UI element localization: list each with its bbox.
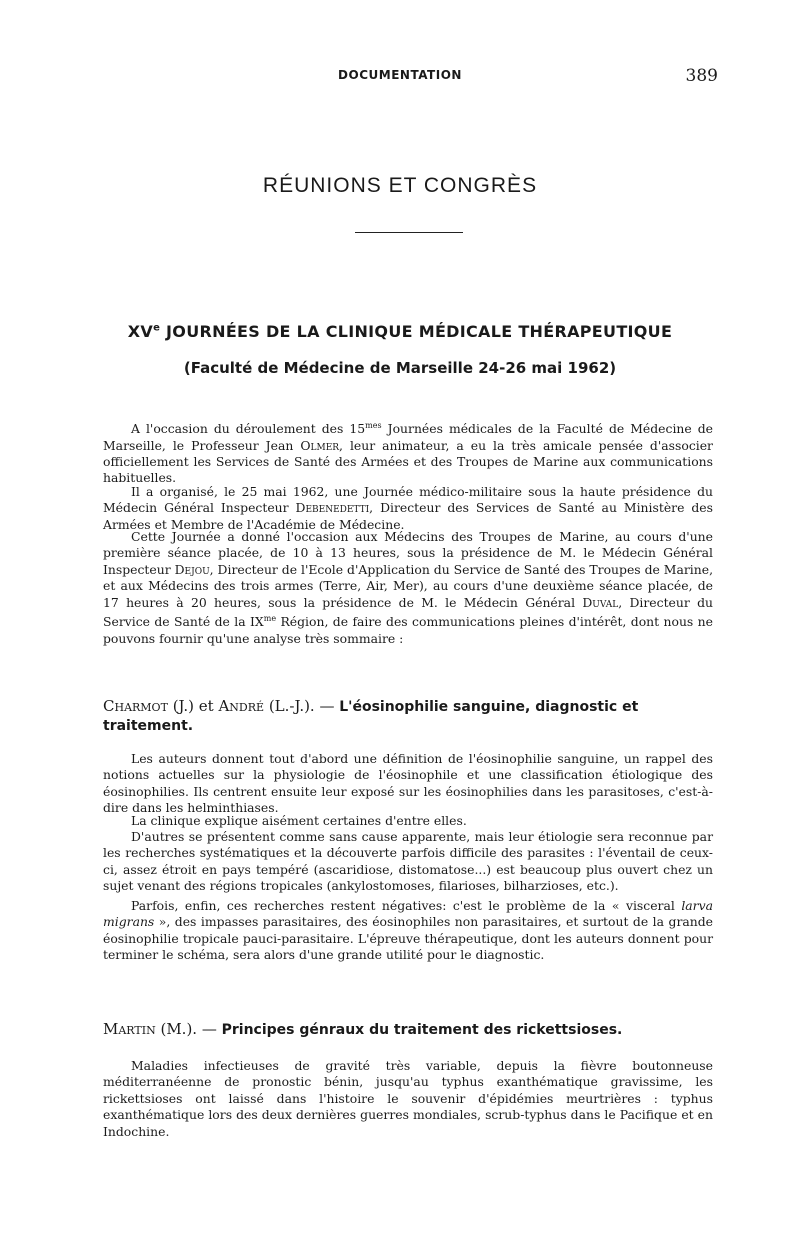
author-initials: (M.). — [155,1020,222,1038]
article-1-heading [103,697,715,736]
text-run: A l'occasion du déroulement des 15 [131,421,366,437]
text-sup: me [263,614,277,624]
intro-paragraph-3 [103,529,713,647]
text-run: , leur animateur, a eu la très amicale pensée d'associer officiellement les Services de Santé des Armées et des Troupes de Marine aux communications habituelles. [103,437,713,486]
text-run: », des impasses parasitaires, des éosinophiles non parasitaires, et surtout de la grande éosinophilie tropicale pauci-parasitaire. L'épreuve thérapeutique, dont les auteurs donnent pour terminer le schéma, sera alors d'une grande utilité pour le diagnostic. [103,914,713,963]
divider-rule [355,232,463,233]
intro-paragraph-1 [103,418,713,487]
article-title: Principes génraux du traitement des rickettsioses. [221,1022,623,1038]
running-title: DOCUMENTATION [338,68,462,82]
article-1-paragraph-1: Les auteurs donnent tout d'abord une définition de l'éosinophilie sanguine, un rappel des notions actuelles sur la physiologie de l'éosinophile et une classification étiologique des éosinophilies. Ils centrent ensuite leur exposé sur les éosinophilies dans les parasitoses, c'est-à-dire dans les helminthiases. [103,751,713,816]
running-head [0,66,800,88]
article-1-paragraph-3: D'autres se présentent comme sans cause apparente, mais leur étiologie sera reconnue par les recherches systématiques et la découverte parfois difficile des parasites : l'éventail de ceux-ci, assez étroit en pays tempéré (ascaridiose, distomatose...) est beaucoup plus ouvert chez un sujet venant des régions tropicales (ankylostomoses, filarioses, bilharzioses, etc.). [103,829,713,894]
text-run: , Directeur de l'Ecole d'Application du Service de Santé des Troupes de Marine, et aux Médecins des trois armes (Terre, Air, Mer), au cours d'une deuxième séance placée, de 17 heures à 20 heures, sous la présidence de M. le Médecin Général [103,561,714,610]
text-run: , Directeur du Service de Santé de la IX [103,594,714,630]
conference-title [0,322,800,341]
person-name: Dejou [174,561,210,577]
conference-title-prefix: XV [127,322,154,341]
article-1-paragraph-4 [103,898,713,964]
text-run: Journées médicales de la Faculté de Médecine de Marseille, le Professeur Jean [103,421,713,453]
person-name: Debenedetti [295,500,370,516]
author-initials: (J.) et [167,697,219,715]
text-run: Région, de faire des communications pleines d'intérêt, dont nous ne pouvons fournir qu'une analyse très sommaire : [103,614,713,646]
article-2-heading [103,1020,715,1040]
text-run: Parfois, enfin, ces recherches restent négatives: c'est le problème de la « visceral [131,898,682,913]
intro-paragraph-2 [103,484,713,533]
article-title: L'éosinophilie sanguine, diagnostic et traitement. [103,699,639,734]
article-2-paragraph-1: Maladies infectieuses de gravité très variable, depuis la fièvre boutonneuse méditerranéenne de pronostic bénin, jusqu'au typhus exanthématique gravissime, les rickettsioses ont laissé dans l'histoire le souvenir d'épidémies meurtrières : typhus exanthématique lors des deux dernières guerres mondiales, scrub-typhus dans le Pacifique et en Indochine. [103,1058,713,1139]
article-1-paragraph-2: La clinique explique aisément certaines d'entre elles. [131,813,467,828]
author-initials: (L.-J.). — [264,697,340,715]
person-name: Olmer [300,437,340,453]
conference-subtitle: (Faculté de Médecine de Marseille 24-26 mai 1962) [183,359,617,377]
page-number: 389 [685,66,718,86]
author-name: André [218,697,265,715]
conference-title-rest: JOURNÉES DE LA CLINIQUE MÉDICALE THÉRAPEUTIQUE [160,322,673,341]
text-run: Il a organisé, le 25 mai 1962, une Journée médico-militaire sous la haute présidence du Médecin Général Inspecteur [103,484,713,516]
author-name: Martin [103,1020,156,1038]
italic-term: larva migrans [103,898,713,930]
conference-title-sup: e [153,322,161,334]
text-run: , Directeur des Services de Santé au Ministère des Armées et Membre de l'Académie de Médecine. [103,500,713,532]
author-name: Charmot [103,697,168,715]
text-run: Cette Journée a donné l'occasion aux Médecins des Troupes de Marine, au cours d'une première séance placée, de 10 à 13 heures, sous la présidence de M. le Médecin Général Inspecteur [103,529,713,577]
person-name: Duval [582,594,619,610]
section-title: RÉUNIONS ET CONGRÈS [262,174,538,197]
text-sup: mes [365,421,382,430]
